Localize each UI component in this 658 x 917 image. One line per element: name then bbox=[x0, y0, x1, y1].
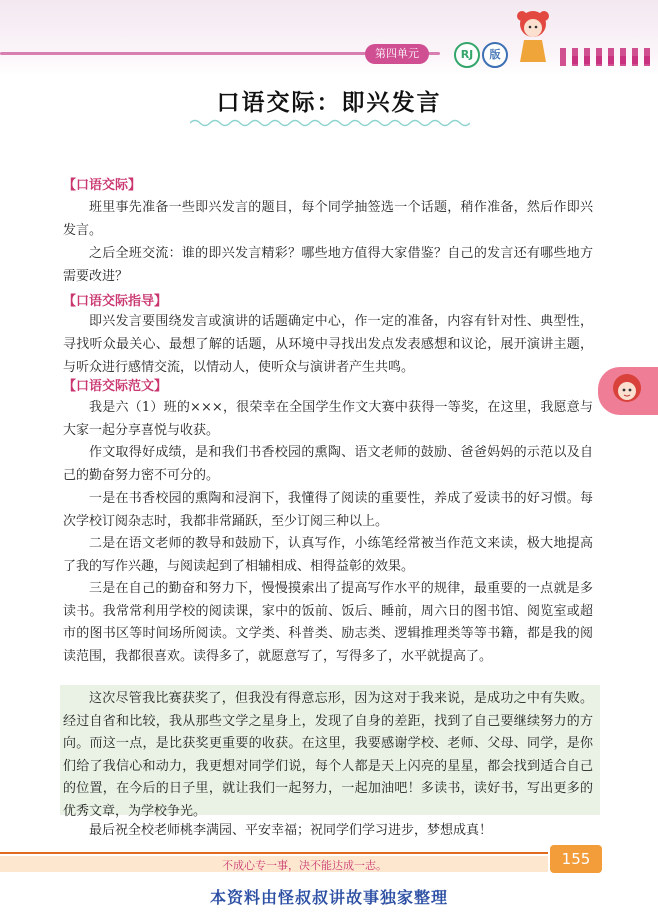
unit-label: 第四单元 bbox=[365, 44, 429, 64]
footer-rule bbox=[0, 852, 548, 854]
sample-paragraph-3: 一是在书香校园的熏陶和浸润下，我懂得了阅读的重要性，养成了爱读书的好习惯。每次学校订阅杂志时，我都非常踊跃，至少订阅三种以上。 bbox=[63, 491, 593, 529]
sample-paragraph-4: 二是在语文老师的教导和鼓励下，认真写作，小练笔经常被当作范文来读，极大地提高了我的写作兴趣，与阅读起到了相辅相成、相得益彰的效果。 bbox=[63, 536, 593, 574]
rj-badge: RJ bbox=[454, 42, 480, 68]
credit-line: 本资料由怪叔叔讲故事独家整理 bbox=[209, 888, 448, 907]
header-checker-pattern-2 bbox=[566, 56, 656, 64]
page-number: 155 bbox=[550, 845, 602, 873]
communication-paragraph-2: 之后全班交流：谁的即兴发言精彩？哪些地方值得大家借鉴？自己的发言还有哪些地方需要改进？ bbox=[63, 246, 593, 284]
sample-paragraph-1: 我是六（1）班的×××，很荣幸在全国学生作文大赛中获得一等奖，在这里，我愿意与大家一起分享喜悦与收获。 bbox=[63, 400, 593, 438]
page-title: 口语交际：即兴发言 bbox=[216, 90, 442, 116]
mascot-girl-icon bbox=[510, 6, 556, 66]
sample-paragraph-2: 作文取得好成绩，是和我们书香校园的熏陶、语文老师的鼓励、爸爸妈妈的示范以及自己的勤奋努力密不可分的。 bbox=[63, 445, 593, 483]
title-wave-divider bbox=[190, 118, 470, 128]
guidance-paragraph: 即兴发言要围绕发言或演讲的话题确定中心，作一定的准备，内容有针对性、典型性，寻找听众最关心、最想了解的话题，从环境中寻找出发点发表感想和议论，展开演讲主题，与听众进行感情交流，以情动人，使听众与演讲者产生共鸣。 bbox=[63, 314, 593, 375]
communication-paragraph-1: 班里事先准备一些即兴发言的题目，每个同学抽签选一个话题，稍作准备，然后作即兴发言。 bbox=[63, 200, 593, 238]
closing-paragraph: 最后祝全校老师桃李满园、平安幸福；祝同学们学习进步，梦想成真！ bbox=[89, 823, 493, 838]
highlight-paragraph: 这次尽管我比赛获奖了，但我没有得意忘形，因为这对于我来说，是成功之中有失败。经过自省和比较，我从那些文学之星身上，发现了自身的差距，找到了自己要继续努力的方向。而这一点，是比获奖更重要的收获。在这里，我要感谢学校、老师、父母、同学，是你们给了我信心和动力，我更想对同学们说，每个人都是天上闪亮的星星，都会找到适合自己的位置，在今后的日子里，就让我们一起努力，一起加油吧！多读书，读好书，写出更多的优秀文章，为学校争光。 bbox=[63, 691, 593, 819]
sample-paragraph-5: 三是在自己的勤奋和努力下，慢慢摸索出了提高写作水平的规律，最重要的一点就是多读书。我常常利用学校的阅读课，家中的饭前、饭后、睡前，周六日的图书馆、阅览室或超市的图书区等时间场所阅读。文学类、科普类、励志类、逻辑推理类等等书籍，都是我的阅读范围，我都很喜欢。读得多了，就愿意写了，写得多了，水平就提高了。 bbox=[63, 581, 593, 664]
guidance-heading: 【口语交际指导】 bbox=[63, 294, 168, 309]
sample-heading: 【口语交际范文】 bbox=[63, 379, 168, 394]
communication-heading: 【口语交际】 bbox=[63, 178, 142, 193]
cartoon-face-icon bbox=[610, 372, 644, 408]
footer-motto: 不成心专一事，决不能达成一志。 bbox=[222, 859, 387, 872]
edition-badge: 版 bbox=[482, 42, 508, 68]
